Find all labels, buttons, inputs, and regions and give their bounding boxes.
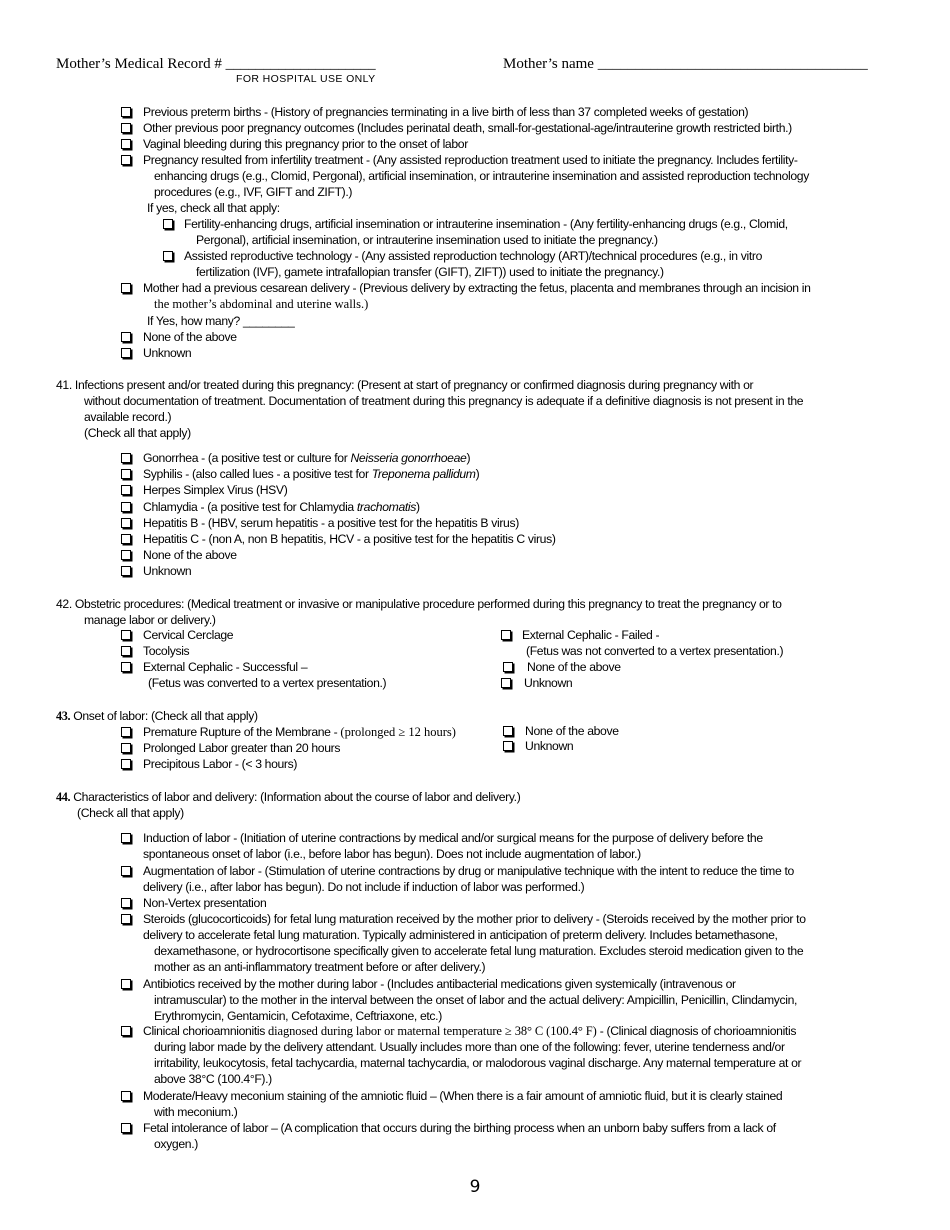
option-antibiotics-line-1: Antibiotics received by the mother during labor - (Includes antibacterial medications given systemically (intravenous or bbox=[143, 977, 736, 991]
checkbox-steroids[interactable] bbox=[121, 914, 131, 924]
option-vaginal-bleeding: Vaginal bleeding during this pregnancy prior to the onset of labor bbox=[143, 137, 468, 151]
option-infertility-line-1: Pregnancy resulted from infertility treatment - (Any assisted reproduction treatment used to initiate the pregnancy. Includes fertility- bbox=[143, 153, 798, 167]
checkbox-ecv-successful[interactable] bbox=[121, 662, 131, 672]
q42-title-line-1: 42. Obstetric procedures: (Medical treatment or invasive or manipulative procedure performed during this pregnancy to treat the pregnancy or to bbox=[56, 597, 782, 611]
option-herpes: Herpes Simplex Virus (HSV) bbox=[143, 483, 288, 497]
option-steroids-line-4: mother as an anti-inflammatory treatment before or after delivery.) bbox=[154, 960, 486, 974]
hospital-use-note: FOR HOSPITAL USE ONLY bbox=[236, 73, 376, 85]
checkbox-hepatitis-b[interactable] bbox=[121, 518, 131, 528]
option-cesarean-line-2: the mother’s abdominal and uterine walls.) bbox=[154, 297, 369, 311]
option-ecv-failed-note: (Fetus was not converted to a vertex presentation.) bbox=[526, 644, 784, 658]
checkbox-q42-none[interactable] bbox=[503, 662, 513, 672]
option-previous-preterm: Previous preterm births - (History of pregnancies terminating in a live birth of less than 37 completed weeks of gestation) bbox=[143, 105, 749, 119]
checkbox-previous-cesarean[interactable] bbox=[121, 283, 131, 293]
checkbox-vaginal-bleeding[interactable] bbox=[121, 139, 131, 149]
option-steroids-line-1: Steroids (glucocorticoids) for fetal lung maturation received by the mother prior to delivery - (Steroids received by the mother prior to bbox=[143, 912, 806, 926]
option-augmentation-line-2: delivery (i.e., after labor has begun). Do not include if induction of labor was performed.) bbox=[143, 880, 585, 894]
checkbox-infertility-treatment[interactable] bbox=[121, 155, 131, 165]
option-prolonged-labor: Prolonged Labor greater than 20 hours bbox=[143, 741, 341, 755]
checkbox-q43-unknown[interactable] bbox=[503, 741, 513, 751]
checkbox-augmentation[interactable] bbox=[121, 866, 131, 876]
option-art-line-2: fertilization (IVF), gamete intrafallopian transfer (GIFT), ZIFT)) used to initiate the pregnancy.) bbox=[196, 265, 664, 279]
checkbox-precipitous-labor[interactable] bbox=[121, 759, 131, 769]
option-q40-none: None of the above bbox=[143, 330, 237, 344]
option-cesarean-line-1: Mother had a previous cesarean delivery - (Previous delivery by extracting the fetus, placenta and membranes through an incision in bbox=[143, 281, 811, 295]
option-fetal-line-1: Fetal intolerance of labor – (A complication that occurs during the birthing process when an unborn baby suffers from a lack of bbox=[143, 1121, 776, 1135]
option-induction-line-1: Induction of labor - (Initiation of uterine contractions by medical and/or surgical means for the purpose of delivery before the bbox=[143, 831, 763, 845]
q44-check-all: (Check all that apply) bbox=[77, 806, 184, 820]
cesarean-how-many-field[interactable]: If Yes, how many? ________ bbox=[147, 314, 295, 328]
page-number: 9 bbox=[469, 1177, 481, 1197]
option-meconium-line-1: Moderate/Heavy meconium staining of the amniotic fluid – (When there is a fair amount of amniotic fluid, but it is clearly stained bbox=[143, 1089, 783, 1103]
checkbox-syphilis[interactable] bbox=[121, 469, 131, 479]
checkbox-q41-none[interactable] bbox=[121, 550, 131, 560]
option-ecv-successful: External Cephalic - Successful – bbox=[143, 660, 308, 674]
option-meconium-line-2: with meconium.) bbox=[154, 1105, 238, 1119]
checkbox-prolonged-labor[interactable] bbox=[121, 743, 131, 753]
checkbox-q42-unknown[interactable] bbox=[501, 678, 511, 688]
checkbox-cerclage[interactable] bbox=[121, 630, 131, 640]
option-augmentation-line-1: Augmentation of labor - (Stimulation of uterine contractions by drug or manipulative technique with the intent to reduce the time to bbox=[143, 864, 794, 878]
checkbox-poor-outcomes[interactable] bbox=[121, 123, 131, 133]
option-hepatitis-b: Hepatitis B - (HBV, serum hepatitis - a positive test for the hepatitis B virus) bbox=[143, 516, 519, 530]
option-q43-unknown: Unknown bbox=[525, 739, 574, 753]
option-q43-none: None of the above bbox=[525, 724, 619, 738]
checkbox-fertility-drugs[interactable] bbox=[163, 219, 173, 229]
checkbox-gonorrhea[interactable] bbox=[121, 453, 131, 463]
checkbox-induction[interactable] bbox=[121, 833, 131, 843]
option-steroids-line-3: dexamethasone, or hydrocortisone specifically given to accelerate fetal lung maturation. Excludes steroid medication given to the bbox=[154, 944, 804, 958]
checkbox-q40-unknown[interactable] bbox=[121, 348, 131, 358]
if-yes-instruction: If yes, check all that apply: bbox=[147, 201, 280, 215]
checkbox-q40-none[interactable] bbox=[121, 332, 131, 342]
mother-name-field[interactable]: Mother’s name ____________________________________ bbox=[503, 56, 868, 72]
option-chorio-line-3: irritability, leukocytosis, fetal tachycardia, maternal tachycardia, or malodorous vaginal discharge. Any maternal temperature at or bbox=[154, 1056, 802, 1070]
option-ecv-successful-note: (Fetus was converted to a vertex presentation.) bbox=[148, 676, 387, 690]
option-infertility-line-3: procedures (e.g., IVF, GIFT and ZIFT).) bbox=[154, 185, 353, 199]
checkbox-ecv-failed[interactable] bbox=[501, 630, 511, 640]
checkbox-q41-unknown[interactable] bbox=[121, 566, 131, 576]
option-induction-line-2: spontaneous onset of labor (i.e., before labor has begun). Does not include augmentation of labor.) bbox=[143, 847, 641, 861]
q41-title-line-3: available record.) bbox=[84, 410, 172, 424]
option-q41-unknown: Unknown bbox=[143, 564, 192, 578]
checkbox-fetal-intolerance[interactable] bbox=[121, 1123, 131, 1133]
option-antibiotics-line-3: Erythromycin, Gentamicin, Cefotaxime, Ceftriaxone, etc.) bbox=[154, 1009, 442, 1023]
option-syphilis: Syphilis - (also called lues - a positive test for Treponema pallidum) bbox=[143, 467, 480, 481]
option-non-vertex: Non-Vertex presentation bbox=[143, 896, 267, 910]
checkbox-chorioamnionitis[interactable] bbox=[121, 1026, 131, 1036]
checkbox-antibiotics[interactable] bbox=[121, 979, 131, 989]
option-chorio-line-2: during labor made by the delivery attendant. Usually includes more than one of the following: fever, uterine tenderness and/or bbox=[154, 1040, 785, 1054]
option-fertility-drugs-line-1: Fertility-enhancing drugs, artificial insemination or intrauterine insemination - (Any fertility-enhancing drugs (e.g., Clomid, bbox=[184, 217, 788, 231]
checkbox-meconium[interactable] bbox=[121, 1091, 131, 1101]
q42-title-line-2: manage labor or delivery.) bbox=[84, 613, 216, 627]
checkbox-chlamydia[interactable] bbox=[121, 502, 131, 512]
option-tocolysis: Tocolysis bbox=[143, 644, 190, 658]
option-q42-unknown: Unknown bbox=[524, 676, 573, 690]
checkbox-previous-preterm[interactable] bbox=[121, 107, 131, 117]
q41-check-all: (Check all that apply) bbox=[84, 426, 191, 440]
option-gonorrhea: Gonorrhea - (a positive test or culture for Neisseria gonorrhoeae) bbox=[143, 451, 471, 465]
option-fetal-line-2: oxygen.) bbox=[154, 1137, 198, 1151]
option-poor-outcomes: Other previous poor pregnancy outcomes (Includes perinatal death, small-for-gestational-age/intrauterine growth restricted birth.) bbox=[143, 121, 792, 135]
checkbox-prom[interactable] bbox=[121, 727, 131, 737]
checkbox-hepatitis-c[interactable] bbox=[121, 534, 131, 544]
option-prom: Premature Rupture of the Membrane - (prolonged ≥ 12 hours) bbox=[143, 725, 456, 739]
medical-record-field[interactable]: Mother’s Medical Record # ____________________ bbox=[56, 56, 376, 72]
option-precipitous-labor: Precipitous Labor - (< 3 hours) bbox=[143, 757, 298, 771]
q43-title: 43. Onset of labor: (Check all that apply) bbox=[56, 709, 258, 723]
checkbox-art[interactable] bbox=[163, 251, 173, 261]
option-cerclage: Cervical Cerclage bbox=[143, 628, 234, 642]
checkbox-non-vertex[interactable] bbox=[121, 898, 131, 908]
option-chorio-line-1: Clinical chorioamnionitis diagnosed during labor or maternal temperature ≥ 38° C (100.4° F) - (Clinical diagnosis of chorioamnionitis bbox=[143, 1024, 797, 1038]
checkbox-herpes[interactable] bbox=[121, 485, 131, 495]
q41-title-line-1: 41. Infections present and/or treated during this pregnancy: (Present at start of pregnancy or confirmed diagnosis during pregnancy with or bbox=[56, 378, 754, 392]
option-q42-none: None of the above bbox=[527, 660, 621, 674]
q44-title: 44. Characteristics of labor and delivery: (Information about the course of labor and delivery.) bbox=[56, 790, 521, 804]
option-antibiotics-line-2: intramuscular) to the mother in the interval between the onset of labor and the actual delivery: Ampicillin, Penicillin, Clindamycin, bbox=[154, 993, 798, 1007]
option-art-line-1: Assisted reproductive technology - (Any assisted reproduction technology (ART)/technical procedures (e.g., in vitro bbox=[184, 249, 763, 263]
checkbox-q43-none[interactable] bbox=[503, 726, 513, 736]
option-hepatitis-c: Hepatitis C - (non A, non B hepatitis, HCV - a positive test for the hepatitis C virus) bbox=[143, 532, 556, 546]
option-steroids-line-2: delivery to accelerate fetal lung maturation. Typically administered in anticipation of preterm delivery. Includes betamethasone, bbox=[143, 928, 778, 942]
option-chorio-line-4: above 38°C (100.4°F).) bbox=[154, 1072, 272, 1086]
checkbox-tocolysis[interactable] bbox=[121, 646, 131, 656]
option-fertility-drugs-line-2: Pergonal), artificial insemination, or intrauterine insemination used to initiate the pregnancy.) bbox=[196, 233, 658, 247]
option-q41-none: None of the above bbox=[143, 548, 237, 562]
option-q40-unknown: Unknown bbox=[143, 346, 192, 360]
option-chlamydia: Chlamydia - (a positive test for Chlamydia trachomatis) bbox=[143, 500, 420, 514]
option-infertility-line-2: enhancing drugs (e.g., Clomid, Pergonal), artificial insemination, or intrauterine insemination and assisted reproduction technology bbox=[154, 169, 809, 183]
option-ecv-failed: External Cephalic - Failed - bbox=[522, 628, 660, 642]
q41-title-line-2: without documentation of treatment. Documentation of treatment during this pregnancy is adequate if a definitive diagnosis is not present in the bbox=[84, 394, 804, 408]
